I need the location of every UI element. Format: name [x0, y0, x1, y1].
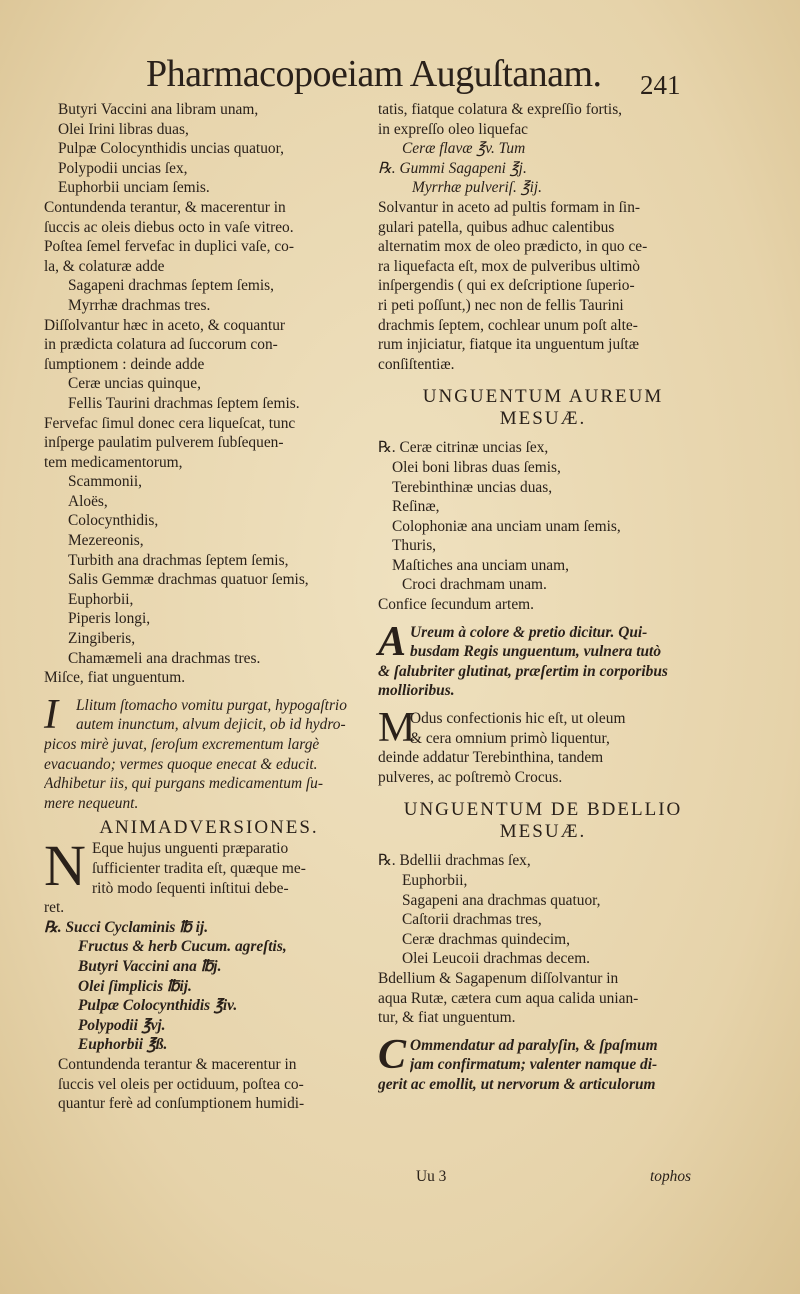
text-line: Ceræ flavæ ℥v. Tum [402, 140, 526, 158]
text-line: ſuccis ac oleis diebus octo in vaſe vitreo. [44, 218, 294, 236]
spacer [378, 430, 708, 438]
text-line: Confice ſecundum artem. [378, 596, 534, 614]
spacer [378, 1028, 708, 1036]
spacer [378, 615, 708, 623]
text-line: deinde addatur Terebinthina, tandem [378, 749, 604, 767]
text-line: rum injiciatur, fiatque ita unguentum juſtæ [378, 336, 639, 354]
text-line: busdam Regis unguentum, vulnera tutò [410, 643, 662, 661]
text-line: Olei Leucoii drachmas decem. [402, 950, 591, 968]
text-line: mere nequeunt. [44, 794, 139, 812]
text-line: tem medicamentorum, [44, 453, 183, 471]
modus-paragraph [378, 705, 708, 787]
text-line: & cera omnium primò liquentur, [410, 729, 610, 747]
catchword: tophos [650, 1168, 692, 1185]
text-line: Ommendatur ad paralyſin, & ſpaſmum [410, 1036, 658, 1054]
dropcap-letter: C [378, 1031, 407, 1078]
text-line: Fervefac ſimul donec cera liqueſcat, tunc [44, 414, 296, 432]
text-line: Solvantur in aceto ad pultis formam in ſin- [378, 198, 641, 216]
text-line: Sagapeni ana drachmas quatuor, [402, 891, 601, 909]
text-line: ret. [44, 899, 65, 917]
heading-subtitle: MESUÆ. [499, 408, 587, 430]
text-line: ℞. Bdellii drachmas ſex, [378, 852, 531, 870]
text-line: Euphorbii unciam ſemis. [58, 179, 210, 197]
formula-block [44, 918, 374, 1114]
text-line: Ureum à colore & pretio dicitur. Qui- [410, 623, 648, 641]
text-line: Fructus & herb Cucum. agreſtis, [78, 938, 287, 956]
dropcap-letter: N [44, 833, 86, 899]
text-line: Maſtiches ana unciam unam, [392, 556, 569, 574]
left-column [44, 100, 374, 1114]
text-line: Euphorbii ℥ß. [78, 1036, 168, 1054]
spacer [378, 374, 708, 382]
text-line: Poſtea ſemel fervefac in duplici vaſe, co- [44, 238, 294, 256]
text-line: Contundenda terantur, & macerentur in [44, 198, 286, 216]
heading-title: UNGUENTUM DE BDELLIO [403, 799, 683, 821]
text-line: Chamæmeli ana drachmas tres. [68, 649, 261, 667]
text-line: ℞. Ceræ citrinæ uncias ſex, [378, 439, 549, 457]
text-line: Caſtorii drachmas tres, [402, 911, 542, 929]
aureum-recipe [378, 438, 708, 614]
text-line: Colophoniæ ana unciam unam ſemis, [392, 517, 621, 535]
dropcap-letter: A [378, 618, 407, 665]
text-line: evacuando; vermes quoque enecat & educit. [44, 755, 318, 773]
text-line: Polypodii ℥vj. [78, 1016, 166, 1034]
continued-text [378, 100, 708, 374]
text-line: in prædicta colatura ad ſuccorum con- [44, 336, 278, 354]
text-line: gerit ac emollit, ut nervorum & articulorum [378, 1075, 656, 1093]
text-line: Olei boni libras duas ſemis, [392, 458, 561, 476]
text-line: jam confirmatum; valenter namque di- [410, 1056, 658, 1074]
text-line: ſumptionem : deinde adde [44, 355, 205, 373]
aureum-note [378, 618, 708, 701]
text-line: tatis, fiatque colatura & expreſſio fortis, [378, 101, 623, 118]
text-line: aqua Rutæ, cætera cum aqua calida unian- [378, 989, 639, 1007]
text-line: conſiſtentiæ. [378, 355, 455, 373]
spacer [378, 843, 708, 851]
text-line: gulari patella, quibus adhuc calentibus [378, 218, 615, 236]
signature-mark: Uu 3 [416, 1168, 447, 1185]
text-line: Adhibetur iis, qui purgans medicamentum ſu- [44, 775, 323, 793]
text-line: Contundenda terantur & macerentur in [58, 1055, 297, 1073]
text-line: ra liquefacta eſt, mox de pulveribus ultimò [378, 257, 640, 275]
commend-paragraph [378, 1031, 708, 1095]
text-line: ℞. Gummi Sagapeni ℥j. [378, 159, 527, 177]
text-line: & ſalubriter glutinat, præſertim in corporibus [378, 662, 668, 680]
running-title: Pharmacopoeiam Auguſtanam. [146, 53, 602, 95]
recipe-block [44, 100, 374, 688]
text-line: Sagapeni drachmas ſeptem ſemis, [68, 277, 275, 295]
text-line: ſuccis vel oleis per octiduum, poſtea co- [58, 1075, 304, 1093]
text-line: Butyri Vaccini ana ℔j. [78, 957, 222, 975]
text-line: Polypodii uncias ſex, [58, 159, 188, 177]
text-line: Olei Irini libras duas, [58, 120, 189, 138]
text-line: Colocynthidis, [68, 512, 159, 530]
right-column [378, 100, 708, 1095]
text-line: Reſinæ, [392, 498, 440, 516]
neque-paragraph [44, 833, 374, 917]
text-line: inſpergendis ( qui ex deſcriptione ſuperio- [378, 277, 635, 295]
page-header [0, 52, 800, 102]
text-line: Ceræ drachmas quindecim, [402, 930, 570, 948]
text-line: Butyri Vaccini ana libram unam, [58, 101, 259, 118]
text-line: in expreſſo oleo liquefac [378, 120, 528, 138]
text-line: ℞. Succi Cyclaminis ℔ ij. [44, 918, 209, 936]
text-line: ri peti poſſunt,) nec non de fellis Taurini [378, 296, 624, 314]
text-line: Myrrhæ drachmas tres. [68, 296, 211, 314]
text-line: Olei ſimplicis ℔ij. [78, 977, 192, 995]
dropcap-letter: M [378, 705, 416, 752]
spacer [44, 688, 374, 696]
text-line: Odus confectionis hic eſt, ut oleum [410, 710, 626, 728]
text-line: ritò modo ſequenti inſtitui debe- [92, 879, 289, 897]
text-line: Zingiberis, [68, 630, 136, 648]
text-line: autem inunctum, alvum dejicit, ob id hydro- [76, 716, 346, 734]
text-line: Piperis longi, [68, 610, 151, 628]
spacer [378, 787, 708, 795]
text-line: ſufficienter tradita eſt, quæque me- [92, 859, 306, 877]
text-line: Myrrhæ pulveriſ. ℥ij. [412, 179, 543, 197]
text-line: Aloës, [68, 492, 108, 510]
dropcap-letter: I [44, 691, 58, 738]
text-line: Eque hujus unguenti præparatio [92, 840, 289, 858]
bdellio-recipe [378, 851, 708, 1027]
text-line: Salis Gemmæ drachmas quatuor ſemis, [68, 571, 309, 589]
text-line: alternatim mox de oleo prædicto, in quo ce- [378, 238, 648, 256]
text-line: Ceræ uncias quinque, [68, 375, 201, 393]
text-line: Croci drachmam unam. [402, 576, 547, 594]
text-line: Mezereonis, [68, 532, 144, 550]
spacer [378, 701, 708, 709]
text-line: Bdellium & Sagapenum diſſolvantur in [378, 969, 619, 987]
text-line: pulveres, ac poſtremò Crocus. [378, 768, 563, 786]
text-line: mollioribus. [378, 682, 455, 700]
text-line: Euphorbii, [68, 590, 134, 608]
text-line: Llitum ſtomacho vomitu purgat, hypogaſtrio [76, 696, 347, 714]
text-line: Terebinthinæ uncias duas, [392, 478, 553, 496]
text-line: la, & colaturæ adde [44, 257, 165, 275]
text-line: quantur ferè ad conſumptionem humidi- [58, 1095, 305, 1113]
section-heading [378, 382, 708, 430]
text-line: picos mirè juvat, ſeroſum excrementum largè [44, 736, 320, 753]
text-line: drachmis ſeptem, cochlear unum poſt alte- [378, 316, 638, 334]
text-line: Miſce, fiat unguentum. [44, 669, 186, 687]
section-heading: ANIMADVERSIONES. [99, 817, 319, 839]
text-line: Turbith ana drachmas ſeptem ſemis, [68, 551, 289, 569]
text-line: Thuris, [392, 537, 437, 555]
text-line: Euphorbii, [402, 872, 468, 889]
text-line: tur, & fiat unguentum. [378, 1009, 516, 1027]
text-line: Scammonii, [68, 473, 142, 491]
text-line: Pulpæ Colocynthidis ℥iv. [78, 997, 238, 1015]
text-line: inſperge paulatim pulverem ſubſequen- [44, 434, 284, 452]
text-line: Pulpæ Colocynthidis uncias quatuor, [58, 140, 284, 158]
illitum-paragraph [44, 691, 374, 814]
section-heading [378, 795, 708, 843]
heading-subtitle: MESUÆ. [499, 821, 587, 843]
page-number: 241 [640, 70, 681, 100]
text-line: Fellis Taurini drachmas ſeptem ſemis. [68, 394, 300, 412]
heading-title: UNGUENTUM AUREUM [422, 386, 664, 408]
text-line: Diſſolvantur hæc in aceto, & coquantur [44, 316, 286, 334]
